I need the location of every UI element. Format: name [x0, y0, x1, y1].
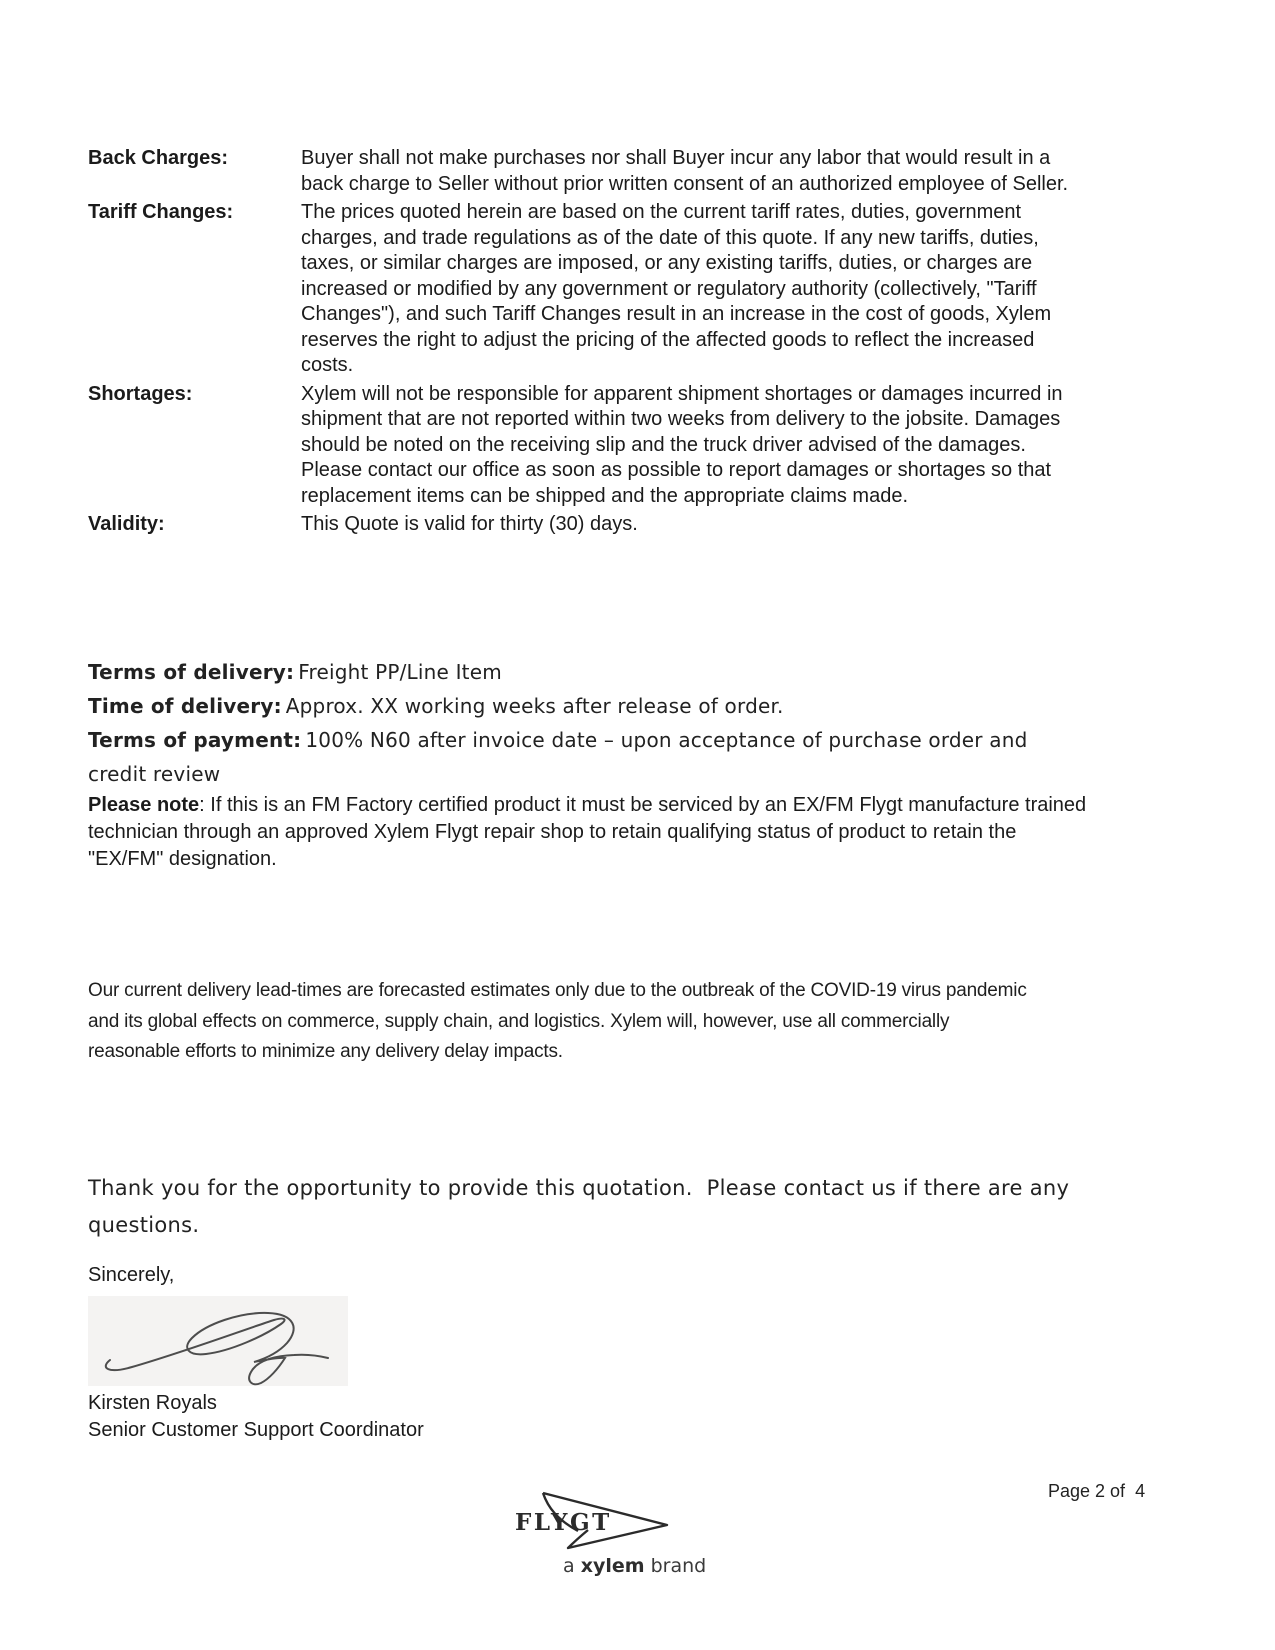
term-label-validity: Validity: — [88, 513, 165, 535]
term-text-tariff-changes: The prices quoted herein are based on the current tariff rates, duties, government charges, and trade regulations as of the date of this quote. If any new tariffs, duties, taxes, or similar charges are imposed, or any existing tariffs, duties, or charges are increased or modified by any government or regulatory authority (collectively, "Tariff Changes"), and such Tariff Changes result in an increase in the cost of goods, Xylem reserves the right to adjust the pricing of the affected goods to reflect the increased costs. — [301, 201, 1052, 376]
delivery-line-time-of-delivery — [88, 689, 1040, 723]
please-note-text: : If this is an FM Factory certified product it must be serviced by an EX/FM Flygt manufacture trained technician through an approved Xylem Flygt repair shop to retain qualifying status of product to retain the "EX/FM" designation. — [88, 794, 1087, 870]
signer-name: Kirsten Royals — [88, 1392, 217, 1414]
page-number: Page 2 of 4 — [1048, 1481, 1146, 1501]
terms-section — [88, 146, 1088, 538]
signature-image — [88, 1296, 348, 1386]
please-note-paragraph — [88, 792, 1096, 873]
delivery-line-terms-of-payment — [88, 723, 1040, 791]
xylem-tagline — [563, 1555, 706, 1577]
delivery-label: Time of delivery: — [88, 694, 282, 718]
closing-paragraph: Thank you for the opportunity to provide this quotation. Please contact us if there are any questions. — [88, 1176, 1077, 1237]
term-label-back-charges: Back Charges: — [88, 147, 229, 169]
delivery-terms-section — [88, 655, 1040, 791]
term-text-validity: This Quote is valid for thirty (30) days. — [301, 513, 638, 535]
tagline-xylem: xylem — [580, 1555, 645, 1577]
delivery-label: Terms of delivery: — [88, 660, 295, 684]
delivery-line-terms-of-delivery — [88, 655, 1040, 689]
flygt-wordmark: FLYGT — [515, 1509, 612, 1536]
tagline-suffix: brand — [644, 1555, 707, 1577]
tagline-prefix: a — [563, 1555, 581, 1577]
flygt-logo — [503, 1488, 718, 1593]
delivery-value: 100% N60 after invoice date – upon acceptance of purchase order and credit review — [88, 728, 1028, 786]
term-text-shortages: Xylem will not be responsible for apparent shipment shortages or damages incurred in shipment that are not reported within two weeks from delivery to the jobsite. Damages should be noted on the receiving slip and the truck driver advised of the damages. Please contact our office as soon as possible to report damages or shortages so that replacement items can be shipped and the appropriate claims made. — [301, 382, 1063, 507]
signoff-text: Sincerely, — [88, 1264, 175, 1286]
delivery-value: Freight PP/Line Item — [298, 660, 502, 684]
signer-block — [88, 1390, 424, 1444]
covid-notice-paragraph: Our current delivery lead-times are forecasted estimates only due to the outbreak of the COVID-19 virus pandemic and its global effects on commerce, supply chain, and logistics. Xylem will, however, use all commercially reasonable efforts to minimize any delivery delay impacts. — [88, 980, 1027, 1062]
term-label-tariff-changes: Tariff Changes: — [88, 201, 234, 223]
please-note-label: Please note — [88, 794, 200, 816]
signature-scribble-icon — [88, 1296, 348, 1386]
delivery-value: Approx. XX working weeks after release of order. — [285, 694, 784, 718]
signer-title: Senior Customer Support Coordinator — [88, 1419, 424, 1441]
delivery-label: Terms of payment: — [88, 728, 302, 752]
term-text-back-charges: Buyer shall not make purchases nor shall Buyer incur any labor that would result in a back charge to Seller without prior written consent of an authorized employee of Seller. — [301, 147, 1069, 195]
term-label-shortages: Shortages: — [88, 382, 193, 405]
